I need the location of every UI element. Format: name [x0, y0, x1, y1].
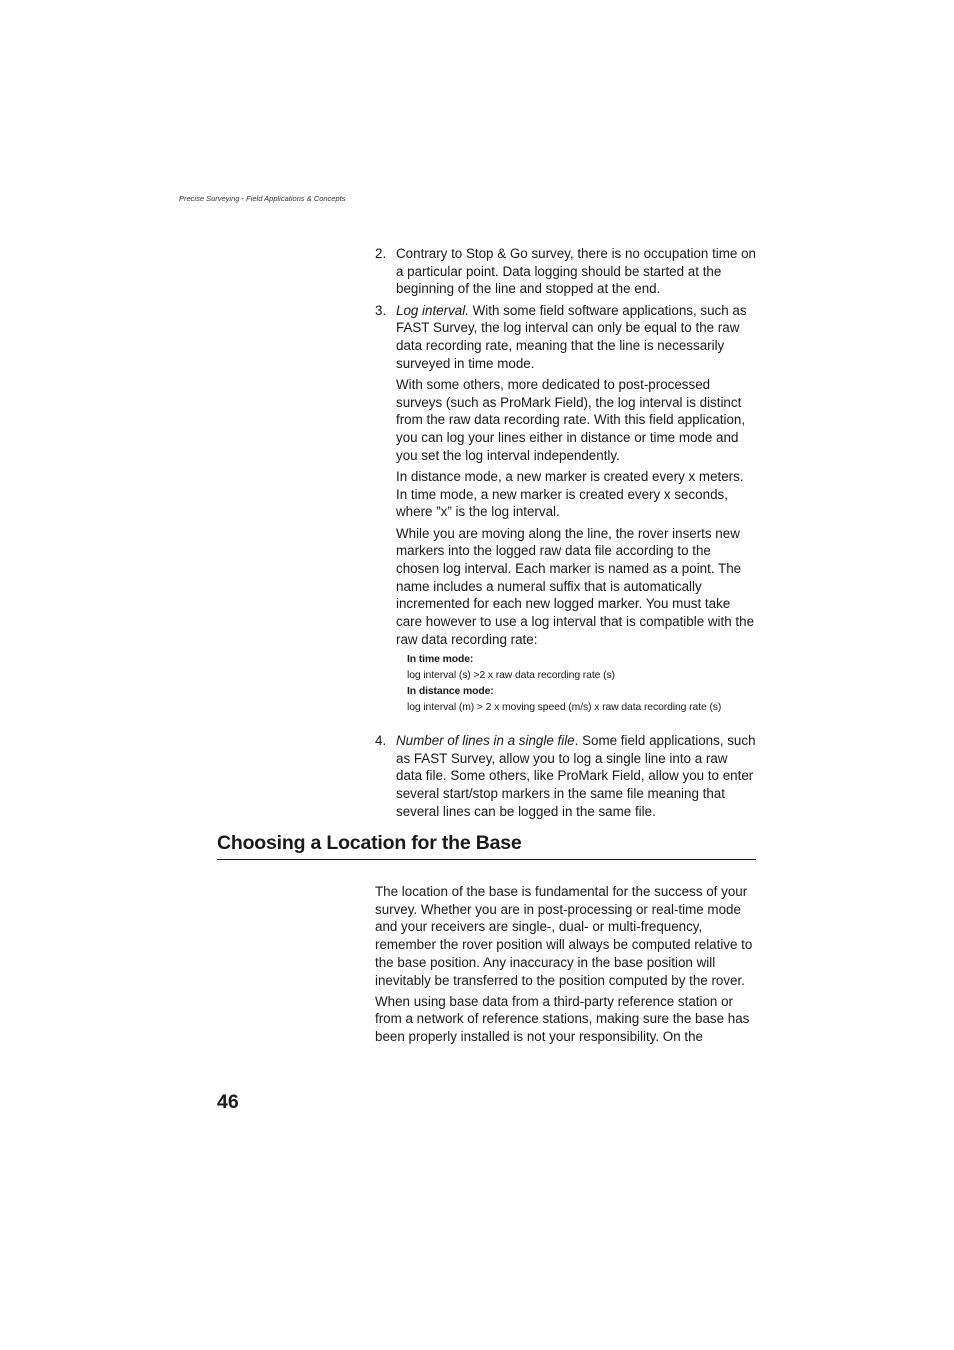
list-item-body: . Some field applications, such as FAST Survey, allow you to log a single line into a raw data file. Some others, like ProMark Field, allow you to enter several start/stop markers in the same file meaning that several lines can be logged in the same file.	[396, 732, 756, 819]
list-number: 2.	[375, 246, 387, 261]
list-item-text	[396, 302, 757, 373]
list-number: 4.	[375, 732, 387, 748]
paragraph: The location of the base is fundamental for the success of your survey. Whether you are in post-processing or real-time mode and your receivers are single-, dual- or multi-frequency, remember the rover position will always be computed relative to the base position. Any inaccuracy in the base position will inevitably be transferred to the position computed by the rover.	[375, 884, 753, 988]
paragraph: When using base data from a third-party reference station or from a network of reference stations, making sure the base has been properly installed is not your responsibility. On the	[375, 993, 750, 1045]
list-item-body: With some field software applications, such as FAST Survey, the log interval can only be equal to the raw data recording rate, meaning that the line is necessarily surveyed in time mode.	[396, 302, 747, 371]
list-item-text	[396, 732, 757, 821]
numbered-list	[375, 245, 757, 824]
list-item-3	[375, 302, 757, 716]
formula-time-rule: log interval (s) >2 x raw data recording rate (s)	[407, 669, 615, 681]
list-item-lead: Number of lines in a single file	[396, 732, 575, 748]
formula-distance-rule: log interval (m) > 2 x moving speed (m/s) x raw data recording rate (s)	[407, 701, 722, 713]
running-header: Precise Surveying - Field Applications & Concepts	[179, 194, 346, 203]
list-item-text: Contrary to Stop & Go survey, there is no occupation time on a particular point. Data logging should be started at the beginning of the line and stopped at the end.	[396, 246, 756, 297]
list-number: 3.	[375, 302, 387, 318]
list-item-lead: Log interval.	[396, 302, 469, 318]
formula-distance-label: In distance mode:	[407, 685, 494, 697]
formula-time-label: In time mode:	[407, 653, 474, 665]
list-item-2	[375, 245, 757, 298]
paragraph: While you are moving along the line, the rover inserts new markers into the logged raw data file according to the chosen log interval. Each marker is named as a point. The name includes a numeral suffix that is automatically incremented for each new logged marker. You must take care however to use a log interval that is compatible with the raw data recording rate:	[396, 525, 755, 647]
paragraph: In distance mode, a new marker is created every x meters. In time mode, a new marker is created every x seconds, where ”x” is the log interval.	[396, 468, 744, 520]
paragraph: With some others, more dedicated to post-processed surveys (such as ProMark Field), the log interval is distinct from the raw data recording rate. With this field application, you can log your lines either in distance or time mode and you set the log interval independently.	[396, 376, 746, 463]
page-number: 46	[217, 1091, 239, 1113]
section-body	[375, 883, 757, 1049]
formula-block	[407, 652, 757, 716]
section-heading: Choosing a Location for the Base	[217, 832, 756, 860]
list-item-4	[375, 732, 757, 821]
